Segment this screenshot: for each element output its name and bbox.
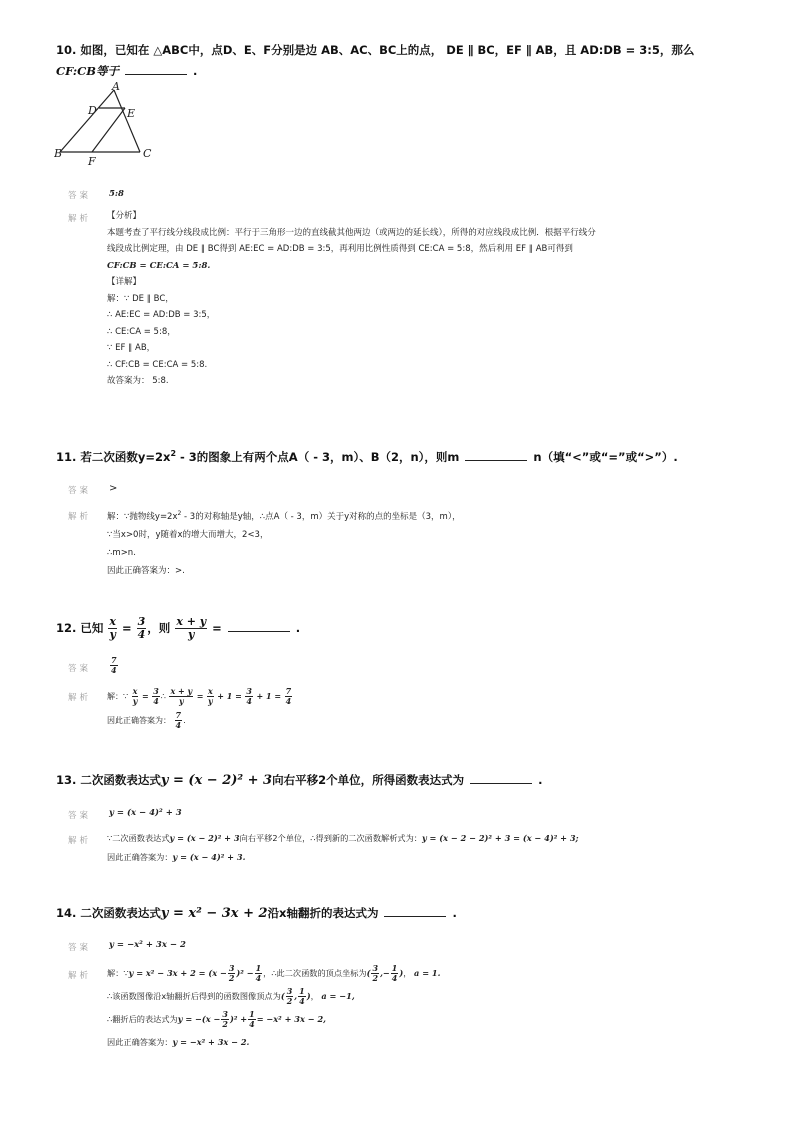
q10-analysis <box>107 208 596 390</box>
num: x + y <box>176 615 207 628</box>
num: x <box>132 686 138 696</box>
eq: = <box>141 691 149 701</box>
m: ( <box>366 968 371 978</box>
den: y <box>109 628 116 641</box>
q13-answer: y = (x − 4)² + 3 <box>109 808 182 818</box>
q14-expr: y = x² − 3x + 2 <box>160 906 268 921</box>
num: 7 <box>111 655 117 665</box>
q11-analysis-line: ∵当x>0时，y随着x的增大而增大，2<3， <box>107 529 269 540</box>
t: ∴翻折后的表达式为 <box>107 1014 178 1024</box>
q12-fraction-3-4 <box>137 616 147 641</box>
q14-stem-b: 沿x轴翻折的表达式为 <box>267 906 379 920</box>
frac <box>221 1010 229 1029</box>
m: ) <box>306 991 311 1001</box>
den: 4 <box>137 628 146 641</box>
q14-answer-blank <box>384 905 446 917</box>
q13-end: . <box>538 773 543 787</box>
num: 3 <box>222 1009 228 1019</box>
den: 4 <box>285 696 292 706</box>
num: 3 <box>246 686 252 696</box>
frac <box>248 1010 256 1029</box>
q10-analysis-line: 解：∵ DE ∥ BC， <box>107 293 174 304</box>
num: 7 <box>285 686 292 696</box>
label-f: F <box>88 155 96 168</box>
frac <box>169 687 193 706</box>
den: y <box>178 696 184 706</box>
den: 4 <box>299 996 305 1006</box>
q12-fraction-x-y <box>108 616 117 641</box>
q12-analysis-line <box>107 709 293 733</box>
q14-answer: y = −x² + 3x − 2 <box>109 940 186 950</box>
q10-analysis-line: CF:CB = CE:CA = 5:8. <box>107 260 211 271</box>
m: a = 1. <box>414 968 441 978</box>
label-e: E <box>127 107 136 120</box>
q13-answer-blank <box>470 772 532 784</box>
t: 因此正确答案为： <box>107 1037 173 1047</box>
q11-stem-c: n（填“<”或“=”或“>”）. <box>533 450 678 464</box>
frac <box>285 687 293 706</box>
q10-analysis-line: 线段成比例定理，由 DE ∥ BC得到 AE:EC = AD:DB = 3:5，再利用比例性质得到 CE:CA = 5:8，然后利用 EF ∥ AB可得到 <box>107 244 573 254</box>
q10-triangle-figure <box>54 82 164 168</box>
m: y = (x − 4)² + 3. <box>172 852 246 862</box>
num: 7 <box>175 710 182 720</box>
q11-stem-a: 11. 若二次函数y=2x <box>56 450 171 464</box>
m: ) <box>399 968 404 978</box>
edge-ab <box>60 90 114 152</box>
den: 4 <box>249 1019 255 1029</box>
q11-analysis-line: 因此正确答案为：>. <box>107 565 185 576</box>
q12-stem-a: 12. 已知 <box>56 621 104 635</box>
q11-stem-b: - 3的图象上有两个点A（ - 3，m）、B（2，n），则m <box>176 450 460 464</box>
q10-analysis-line: 故答案为： 5:8. <box>107 376 169 386</box>
because: 解：∵ <box>107 692 129 701</box>
plus-one: + 1 = <box>256 691 282 701</box>
q12-analysis-label: 解析 <box>68 693 92 703</box>
t: 向右平移2个单位，∴得到新的二次函数解析式为： <box>239 833 422 843</box>
frac <box>228 964 236 983</box>
t: ， <box>403 968 412 978</box>
num: x <box>109 615 116 628</box>
num: 3 <box>137 615 146 628</box>
q10-answer-blank <box>125 63 187 75</box>
den: 2 <box>372 973 379 983</box>
den: 4 <box>111 665 117 675</box>
q11-analysis-label: 解析 <box>68 512 92 522</box>
m: ( <box>280 991 285 1001</box>
therefore: ∴ <box>160 692 166 701</box>
num: 1 <box>255 963 262 973</box>
q11-stem <box>56 449 678 465</box>
q12-analysis-line <box>107 684 293 709</box>
q10-analysis-line: ∴ AE:EC = AD:DB = 3:5， <box>107 310 216 320</box>
q10-answer: 5:8 <box>109 189 124 199</box>
m: ,− <box>380 968 390 978</box>
edge-ac <box>114 90 140 152</box>
t: ∴该函数图像沿x轴翻折后得到的函数图像顶点为 <box>107 991 281 1001</box>
q13-analysis-line <box>107 848 579 867</box>
frac <box>132 687 139 706</box>
m: y = (x − 2)² + 3 <box>169 833 240 843</box>
q14-analysis <box>107 962 440 1054</box>
num: 1 <box>249 1009 255 1019</box>
q10-analysis-line: 【详解】 <box>107 277 142 287</box>
num: 3 <box>286 986 293 996</box>
q14-stem <box>56 905 457 921</box>
segment-ef <box>92 108 125 152</box>
den: y <box>132 696 138 706</box>
q11-a1-sup: 2 <box>177 510 182 517</box>
q14-analysis-line <box>107 985 440 1008</box>
q11-a1: 解：∵抛物线y=2x <box>107 511 178 522</box>
q12-stem-b: ，则 <box>147 621 171 635</box>
q13-stem-b: 向右平移2个单位，所得函数表达式为 <box>272 773 465 787</box>
q12-answer-fraction <box>110 656 118 675</box>
q14-analysis-line <box>107 1031 440 1054</box>
q13-expr: y = (x − 2)² + 3 <box>160 773 273 788</box>
q12-answer <box>109 656 119 675</box>
frac <box>286 987 294 1006</box>
q12-stem <box>56 616 300 641</box>
q10-stem-line1: 10. 如图，已知在 △ABC中，点D、E、F分别是边 AB、AC、BC上的点， DE ∥ BC，EF ∥ AB，且 AD:DB = 3:5，那么 <box>56 43 695 57</box>
q10-ratio: CF:CB等于 <box>56 64 120 78</box>
frac <box>207 687 214 706</box>
q12-eq: = <box>121 621 132 635</box>
q12-fraction-xy-y <box>175 616 207 641</box>
t: 因此正确答案为： <box>107 852 173 862</box>
q10-analysis-label: 解析 <box>68 214 92 224</box>
q10-stem-line2 <box>56 63 197 79</box>
q12-analysis <box>107 684 293 733</box>
q14-analysis-line <box>107 1008 440 1031</box>
m: y = −(x − <box>177 1014 221 1024</box>
q12-end: . <box>295 621 301 635</box>
den: 4 <box>175 720 182 730</box>
t: 解：∵ <box>107 968 129 978</box>
q10-analysis-line: 本题考查了平行线分线段成比例：平行于三角形一边的直线截其他两边（或两边的延长线），所得的对应线段成比例．根据平行线分 <box>107 227 596 238</box>
final-text: 因此正确答案为： <box>107 716 171 725</box>
den: 4 <box>255 973 262 983</box>
num: x <box>207 686 213 696</box>
q10-analysis-line: ∴ CE:CA = 5:8， <box>107 326 176 337</box>
den: 4 <box>391 973 398 983</box>
m: , <box>294 991 298 1001</box>
label-a: A <box>112 82 120 93</box>
m: = −x² + 3x − 2, <box>256 1014 326 1024</box>
q11-a1b: - 3的对称轴是y轴，∴点A（ - 3，m）关于y对称的点的坐标是（3，m）， <box>181 511 461 522</box>
m: )² − <box>236 968 254 978</box>
num: 1 <box>299 986 305 996</box>
t: ， <box>310 991 319 1001</box>
m: )² + <box>229 1014 248 1024</box>
q13-analysis <box>107 829 579 867</box>
q11-answer: > <box>109 483 118 494</box>
q12-answer-blank <box>228 620 290 632</box>
den: 2 <box>222 1019 228 1029</box>
q10-answer-label: 答案 <box>68 191 92 201</box>
q14-analysis-label: 解析 <box>68 971 92 981</box>
m: y = x² − 3x + 2 = (x − <box>128 968 227 978</box>
q13-analysis-line <box>107 829 579 848</box>
den: 2 <box>286 996 293 1006</box>
q10-analysis-line: ∵ EF ∥ AB， <box>107 343 156 353</box>
q13-analysis-label: 解析 <box>68 836 92 846</box>
label-c: C <box>143 147 152 160</box>
q12-answer-label: 答案 <box>68 664 92 674</box>
num: 3 <box>228 963 235 973</box>
q10-analysis-line: ∴ CF:CB = CE:CA = 5:8. <box>107 359 208 370</box>
q13-answer-label: 答案 <box>68 811 92 821</box>
q11-answer-blank <box>465 449 527 461</box>
den: 4 <box>153 696 159 706</box>
den: 2 <box>228 973 235 983</box>
end: . <box>183 716 186 725</box>
q13-stem <box>56 772 542 788</box>
frac <box>371 964 379 983</box>
t: ∵二次函数表达式 <box>107 833 170 843</box>
frac <box>255 964 263 983</box>
num: 3 <box>372 963 379 973</box>
frac <box>175 711 183 730</box>
q10-end: . <box>193 64 198 78</box>
q14-analysis-line <box>107 962 440 985</box>
q11-answer-label: 答案 <box>68 486 92 496</box>
den: 4 <box>246 696 252 706</box>
q12-eq2: = <box>212 621 222 635</box>
frac <box>245 687 253 706</box>
m: y = (x − 2 − 2)² + 3 = (x − 4)² + 3; <box>421 833 579 843</box>
m: y = −x² + 3x − 2. <box>172 1037 250 1047</box>
frac <box>298 987 306 1006</box>
q10-analysis-line: 【分析】 <box>107 211 142 221</box>
den: y <box>188 628 195 641</box>
q11-analysis <box>107 505 461 580</box>
frac <box>152 687 160 706</box>
q11-sup: 2 <box>170 449 177 459</box>
den: y <box>208 696 213 706</box>
eq: = <box>196 691 204 701</box>
m: a = −1, <box>321 991 355 1001</box>
num: 1 <box>391 963 398 973</box>
q14-answer-label: 答案 <box>68 943 92 953</box>
num: x + y <box>170 686 193 696</box>
t: ，∴此二次函数的顶点坐标为 <box>263 968 367 978</box>
q11-analysis-line: ∴m>n. <box>107 547 136 558</box>
q11-analysis-line <box>107 505 461 526</box>
q14-end: . <box>452 906 457 920</box>
q14-stem-a: 14. 二次函数表达式 <box>56 906 161 920</box>
label-d: D <box>88 104 97 117</box>
frac <box>391 964 399 983</box>
q13-stem-a: 13. 二次函数表达式 <box>56 773 161 787</box>
label-b: B <box>54 147 63 160</box>
plus-one: + 1 = <box>217 691 242 701</box>
num: 3 <box>153 686 159 696</box>
